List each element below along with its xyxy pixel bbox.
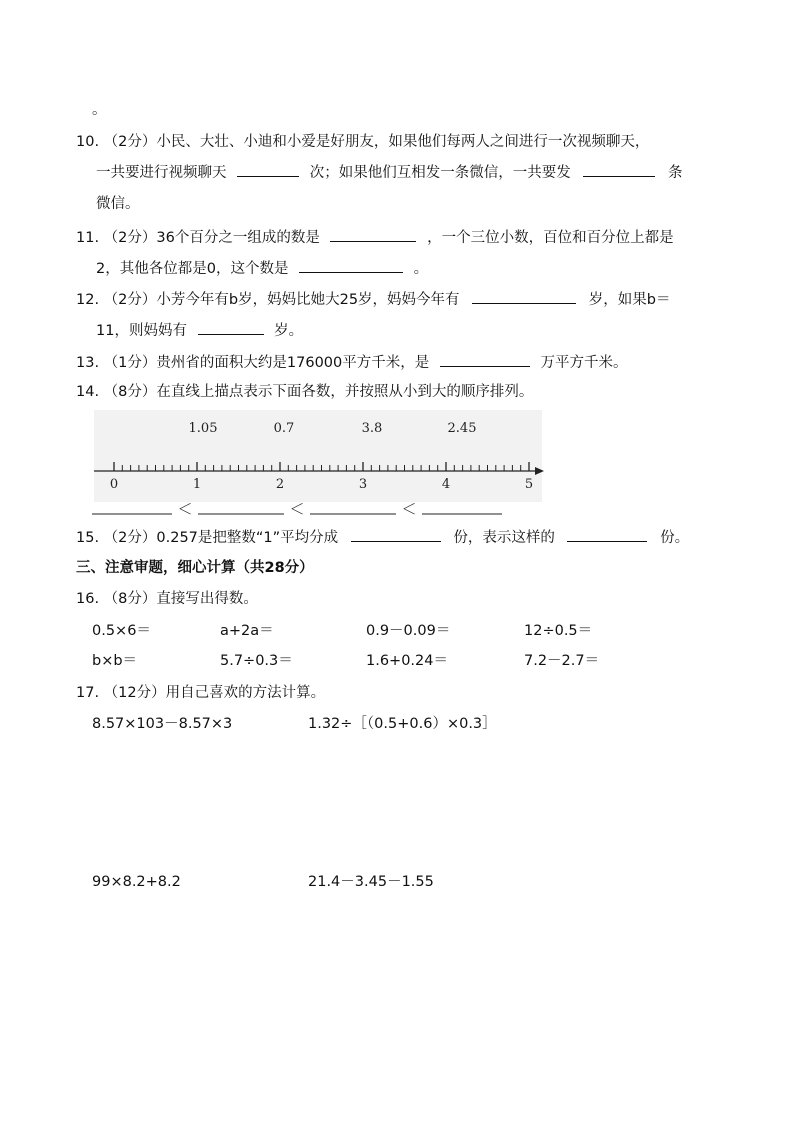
question-12-text-a: 12. （2分）小芳今年有b岁，妈妈比她大25岁，妈妈今年有 [76,292,460,308]
question-11-text-c: 2，其他各位都是0，这个数是 [96,261,289,277]
question-10-line3: 微信。 [96,196,140,212]
question-11-text-d: 。 [413,261,429,277]
value-to-plot: 2.45 [447,421,477,436]
calc-expression: 1.32÷［（0.5+0.6）×0.3］ [308,716,497,732]
answer-blank[interactable] [330,227,416,242]
question-10-line1: 10. （2分）小民、大壮、小迪和小爱是好朋友，如果他们每两人之间进行一次视频聊天， [76,134,650,150]
axis-label: 4 [441,477,451,492]
axis-label: 0 [109,477,119,492]
answer-blank[interactable] [299,258,403,273]
calc-item: b×b＝ [92,653,138,669]
section-3-heading: 三、注意审题，细心计算（共28分） [76,560,314,576]
calc-item: 7.2－2.7＝ [524,653,600,669]
question-13-text-b: 万平方千米。 [540,355,628,371]
question-17: 17. （12分）用自己喜欢的方法计算。 [76,685,326,701]
question-15 [76,527,689,548]
question-14: 14. （8分）在直线上描点表示下面各数，并按照从小到大的顺序排列。 [76,384,534,400]
question-12-line1 [76,289,671,310]
question-10-line2 [96,162,682,183]
less-than-sign: ＜ [401,500,417,518]
question-13-text-a: 13. （1分）贵州省的面积大约是176000平方千米，是 [76,355,430,371]
question-11-line2 [96,258,428,279]
question-16: 16. （8分）直接写出得数。 [76,591,258,607]
axis-label: 3 [358,477,368,492]
answer-blank[interactable] [440,352,530,367]
question-12-text-c: 11，则妈妈有 [96,323,187,339]
answer-blank[interactable] [567,527,647,542]
question-11-text-a: 11. （2分）36个百分之一组成的数是 [76,230,320,246]
answer-blank[interactable] [472,289,576,304]
question-9-tail: 。 [92,102,107,118]
question-11-text-b: ，一个三位小数，百位和百分位上都是 [427,230,674,246]
value-to-plot: 3.8 [361,421,383,436]
axis-label: 5 [524,477,534,492]
question-15-text-a: 15. （2分）0.257是把整数“1”平均分成 [76,530,339,546]
calc-item: 0.5×6＝ [92,623,151,639]
answer-blank[interactable] [237,162,299,177]
answer-blank[interactable] [583,162,655,177]
question-15-text-c: 份。 [660,530,690,546]
answer-blank[interactable] [351,527,441,542]
less-than-sign: ＜ [289,500,305,518]
calc-item: 5.7÷0.3＝ [220,653,293,669]
calc-expression: 99×8.2+8.2 [92,874,181,890]
calc-expression: 21.4－3.45－1.55 [308,874,434,890]
answer-blank[interactable] [198,320,264,335]
question-12-text-b: 岁，如果b＝ [588,292,671,308]
question-11-line1 [76,227,674,248]
question-10-text-a: 一共要进行视频聊天 [96,165,227,181]
value-to-plot: 1.05 [188,421,218,436]
axis-label: 1 [192,477,202,492]
question-12-line2 [96,320,303,341]
value-to-plot: 0.7 [273,421,295,436]
number-line-figure [88,402,558,522]
calc-item: a+2a＝ [220,623,274,639]
calc-item: 0.9－0.09＝ [366,623,451,639]
calc-item: 12÷0.5＝ [524,623,593,639]
question-10-text-c: 条 [667,165,683,181]
calc-item: 1.6+0.24＝ [366,653,448,669]
question-12-text-d: 岁。 [274,323,304,339]
question-15-text-b: 份，表示这样的 [453,530,555,546]
less-than-sign: ＜ [177,500,193,518]
question-10-text-b: 次；如果他们互相发一条微信，一共要发 [309,165,571,181]
calc-expression: 8.57×103－8.57×3 [92,716,233,732]
axis-label: 2 [275,477,285,492]
question-13 [76,352,627,373]
